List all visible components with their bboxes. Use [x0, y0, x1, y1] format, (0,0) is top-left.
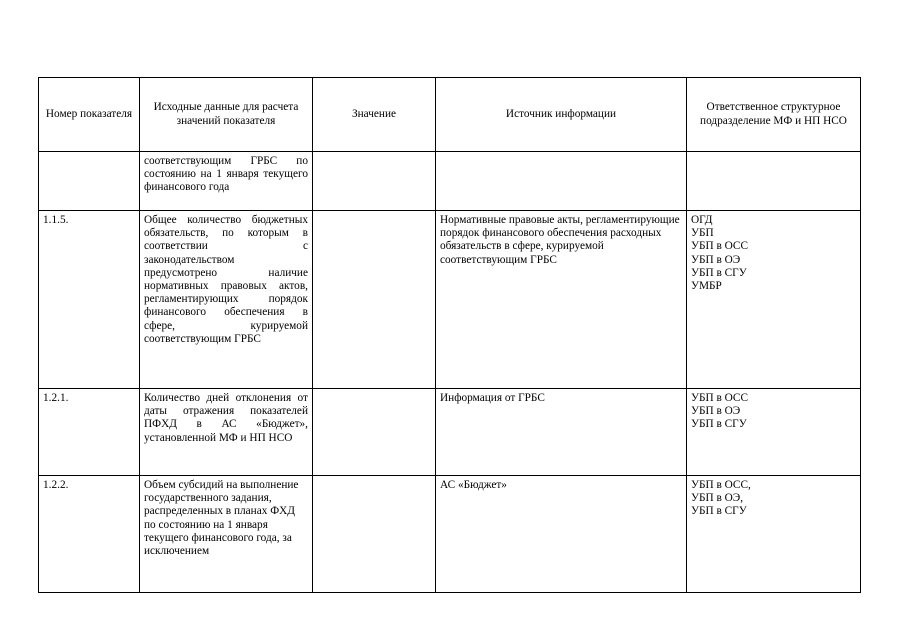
header-number: Номер показателя	[39, 78, 140, 152]
cell-source-data: Количество дней отклонения от даты отражения показателей ПФХД в АС «Бюджет», установленной МФ и НП НСО	[140, 389, 313, 476]
cell-source-data: Объем субсидий на выполнение государственного задания, распределенных в планах ФХД по состоянию на 1 января текущего финансового года, за исключением	[140, 476, 313, 593]
cell-number: 1.2.2.	[39, 476, 140, 593]
responsible-unit: УБП в ОЭ,	[691, 492, 744, 505]
responsible-unit: УБП в СГУ	[691, 266, 747, 279]
cell-info-source: Информация от ГРБС	[436, 389, 687, 476]
responsible-unit: УБП в СГУ	[691, 505, 747, 518]
header-info-source: Источник информации	[436, 78, 687, 152]
cell-info-source	[436, 152, 687, 211]
cell-number: 1.2.1.	[39, 389, 140, 476]
cell-info-source: АС «Бюджет»	[436, 476, 687, 593]
cell-value	[313, 211, 436, 389]
cell-responsible	[687, 152, 861, 211]
cell-responsible	[687, 389, 861, 476]
cell-number	[39, 152, 140, 211]
header-value: Значение	[313, 78, 436, 152]
cell-value	[313, 152, 436, 211]
table-row	[39, 211, 861, 389]
cell-value	[313, 389, 436, 476]
cell-source-data: соответствующим ГРБС по состоянию на 1 января текущего финансового года	[140, 152, 313, 211]
header-source-data: Исходные данные для расчета значений показателя	[140, 78, 313, 152]
cell-info-source: Нормативные правовые акты, регламентирующие порядок финансового обеспечения расходных обязательств в сфере, курируемой соответствующим ГРБС	[436, 211, 687, 389]
responsible-unit: УБП в ОСС,	[691, 479, 751, 491]
cell-source-data: Общее количество бюджетных обязательств, по которым в соответствии с законодательством предусмотрено наличие нормативных правовых актов, регламентирующих порядок финансового обеспечения в сфере, курируемой соответствующим ГРБС	[140, 211, 313, 389]
responsible-unit: УБП в СГУ	[691, 418, 747, 431]
responsible-unit: УБП в ОСС	[691, 240, 748, 253]
responsible-unit: УБП в ОЭ	[691, 253, 741, 266]
cell-value	[313, 476, 436, 593]
table-header-row	[39, 78, 861, 152]
indicators-table	[38, 77, 861, 593]
responsible-unit: УБП	[691, 227, 714, 240]
table-row	[39, 476, 861, 593]
cell-responsible	[687, 476, 861, 593]
responsible-unit: ОГД	[691, 214, 713, 226]
responsible-unit: УБП в ОСС	[691, 392, 748, 404]
responsible-unit: УБП в ОЭ	[691, 405, 741, 418]
cell-number: 1.1.5.	[39, 211, 140, 389]
cell-responsible	[687, 211, 861, 389]
header-responsible: Ответственное структурное подразделение МФ и НП НСО	[687, 78, 861, 152]
table-row	[39, 152, 861, 211]
table-row	[39, 389, 861, 476]
responsible-unit: УМБР	[691, 280, 722, 293]
